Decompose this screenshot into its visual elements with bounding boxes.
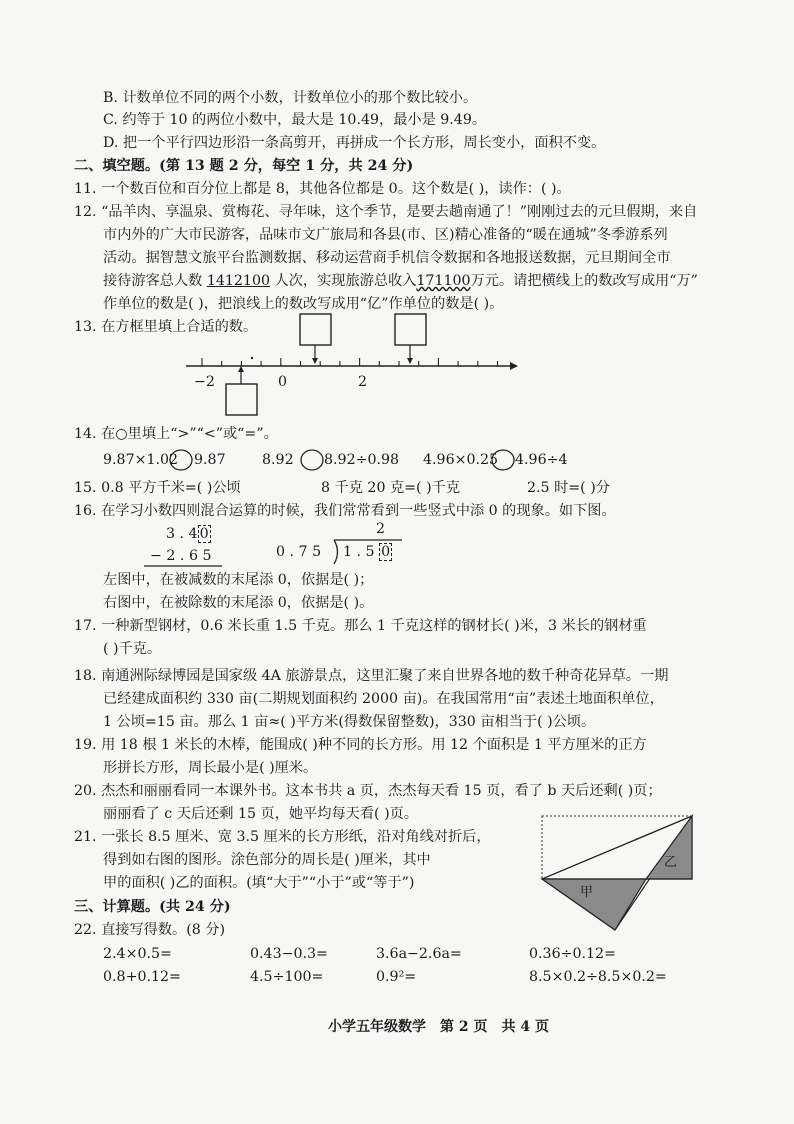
q14-item-4: 8.92÷0.98: [324, 452, 400, 468]
question-21-line2: 得到如右图的图形。涂色部分的周长是( )厘米，其中: [103, 852, 431, 868]
q14-item-5: 4.96×0.25: [423, 452, 499, 468]
calc-2-2: 4.5÷100=: [250, 969, 324, 985]
nl-label-minus-2: −2: [194, 374, 215, 390]
shaded-region-jia: [542, 879, 646, 930]
section-3-heading: 三、计算题。(共 24 分): [74, 899, 231, 915]
question-12-line1: 12. “品羊肉、享温泉、赏梅花、寻年味，这个季节，是要去趟南通了！”刚刚过去的元旦假期，来自: [74, 204, 698, 220]
question-13: 13. 在方框里填上合适的数。: [74, 319, 258, 335]
q12-underlined-number: 1412100: [206, 273, 271, 289]
nl-label-0: 0: [278, 374, 288, 390]
q16-right-reason: 右图中，在被除数的末尾添 0，依据是( )。: [103, 595, 374, 611]
question-19-line1: 19. 用 18 根 1 米长的木棒，能围成( )种不同的长方形。用 12 个面积是 1 平方厘米的正方: [74, 737, 647, 753]
question-21-line3: 甲的面积( )乙的面积。(填“大于”“小于”或“等于”): [103, 875, 415, 891]
q12-wavy-number: 171100: [416, 273, 471, 289]
calc-1-1: 2.4×0.5=: [103, 946, 172, 962]
q16-left-reason: 左图中，在被减数的末尾添 0，依据是( )；: [103, 572, 374, 588]
dividend-digits: 1 . 5: [343, 544, 375, 560]
question-12-line5: 作单位的数是( )，把浪线上的数改写成用“亿”作单位的数是( )。: [103, 296, 504, 312]
option-d: D. 把一个平行四边形沿一条高剪开，再拼成一个长方形，周长变小，面积不变。: [103, 135, 606, 151]
question-12-line2: 市内外的广大市民游客，品味市文广旅局和各县(市、区)精心准备的“暖在通城”冬季游系列: [103, 227, 668, 243]
question-16: 16. 在学习小数四则混合运算的时候，我们常常看到一些竖式中添 0 的现象。如下图。: [74, 503, 616, 519]
question-18-line2: 已经建成面积约 330 亩(二期规划面积约 2000 亩)。在我国常用“亩”表述土地面积单位，: [103, 691, 664, 707]
dividend-added-zero: 0: [381, 544, 391, 560]
question-12-line3: 活动。据智慧文旅平台监测数据、移动运营商手机信令数据和各地报送数据，元旦期间全市: [103, 250, 671, 266]
calc-1-4: 0.36÷0.12=: [529, 946, 616, 962]
page-footer: 小学五年级数学 第 2 页 共 4 页: [328, 1019, 549, 1035]
section-2-heading: 二、填空题。(第 13 题 2 分，每空 1 分，共 24 分): [74, 158, 414, 174]
option-b: B. 计数单位不同的两个小数，计数单位小的那个数比较小。: [103, 90, 478, 106]
calc-2-4: 8.5×0.2÷8.5×0.2=: [529, 969, 667, 985]
question-20-line2: 丽丽看了 c 天后还剩 15 页，她平均每天看( )页。: [103, 806, 418, 822]
quotient: 2: [376, 521, 386, 537]
divisor: 0 . 7 5: [276, 544, 322, 560]
question-21-line1: 21. 一张长 8.5 厘米、宽 3.5 厘米的长方形纸，沿对角线对折后，: [74, 829, 491, 845]
calc-1-3: 3.6a−2.6a=: [376, 946, 462, 962]
q12-text-c: 万元。请把横线上的数改写成用“万”: [470, 273, 698, 289]
option-c: C. 约等于 10 的两位小数中，最大是 10.49，最小是 9.49。: [103, 112, 487, 128]
question-18-line3: 1 公顷=15 亩。那么 1 亩≈( )平方米(得数保留整数)，330 亩相当于( )公顷。: [103, 714, 596, 730]
question-14: 14. 在○里填上“>”“<”或“=”。: [74, 426, 278, 442]
question-15b: 8 千克 20 克=( )千克: [321, 480, 461, 496]
q12-text-a: 接待游客总人数: [103, 273, 207, 289]
q14-item-1: 9.87×1.02: [103, 452, 179, 468]
question-19-line2: 形拼长方形，周长最小是( )厘米。: [103, 760, 318, 776]
question-11: 11. 一个数百位和百分位上都是 8，其他各位都是 0。这个数是( )，读作：( )。: [74, 181, 571, 197]
calc-1-2: 0.43−0.3=: [250, 946, 328, 962]
question-18-line1: 18. 南通洲际绿博园是国家级 4A 旅游景点，这里汇聚了来自世界各地的数千种奇花异草。一期: [74, 668, 669, 684]
question-20-line1: 20. 杰杰和丽丽看同一本课外书。这本书共 a 页，杰杰每天看 15 页，看了 b 天后还剩( )页；: [74, 783, 662, 799]
q14-item-3: 8.92: [262, 452, 294, 468]
sub-added-zero: 0: [199, 526, 209, 542]
nl-label-2: 2: [358, 374, 368, 390]
q14-item-2: 9.87: [194, 452, 226, 468]
question-15c: 2.5 时=( )分: [527, 480, 610, 496]
label-jia: 甲: [580, 885, 594, 900]
question-17-line2: ( )千克。: [103, 641, 162, 657]
sub-top-digits: 3 . 4: [166, 526, 198, 542]
question-17-line1: 17. 一种新型钢材，0.6 米长重 1.5 千克。那么 1 千克这样的钢材长( )米，3 米长的钢材重: [74, 618, 647, 634]
subtraction-bottom: − 2 . 6 5: [150, 548, 212, 564]
calc-2-3: 0.9²=: [376, 969, 417, 985]
label-yi: 乙: [664, 855, 678, 870]
calc-2-1: 0.8+0.12=: [103, 969, 181, 985]
q14-item-6: 4.96÷4: [515, 452, 568, 468]
question-22: 22. 直接写得数。(8 分): [74, 922, 225, 938]
q12-text-b: 人次，实现旅游总收入: [270, 273, 417, 289]
question-15a: 15. 0.8 平方千米=( )公顷: [74, 480, 241, 496]
